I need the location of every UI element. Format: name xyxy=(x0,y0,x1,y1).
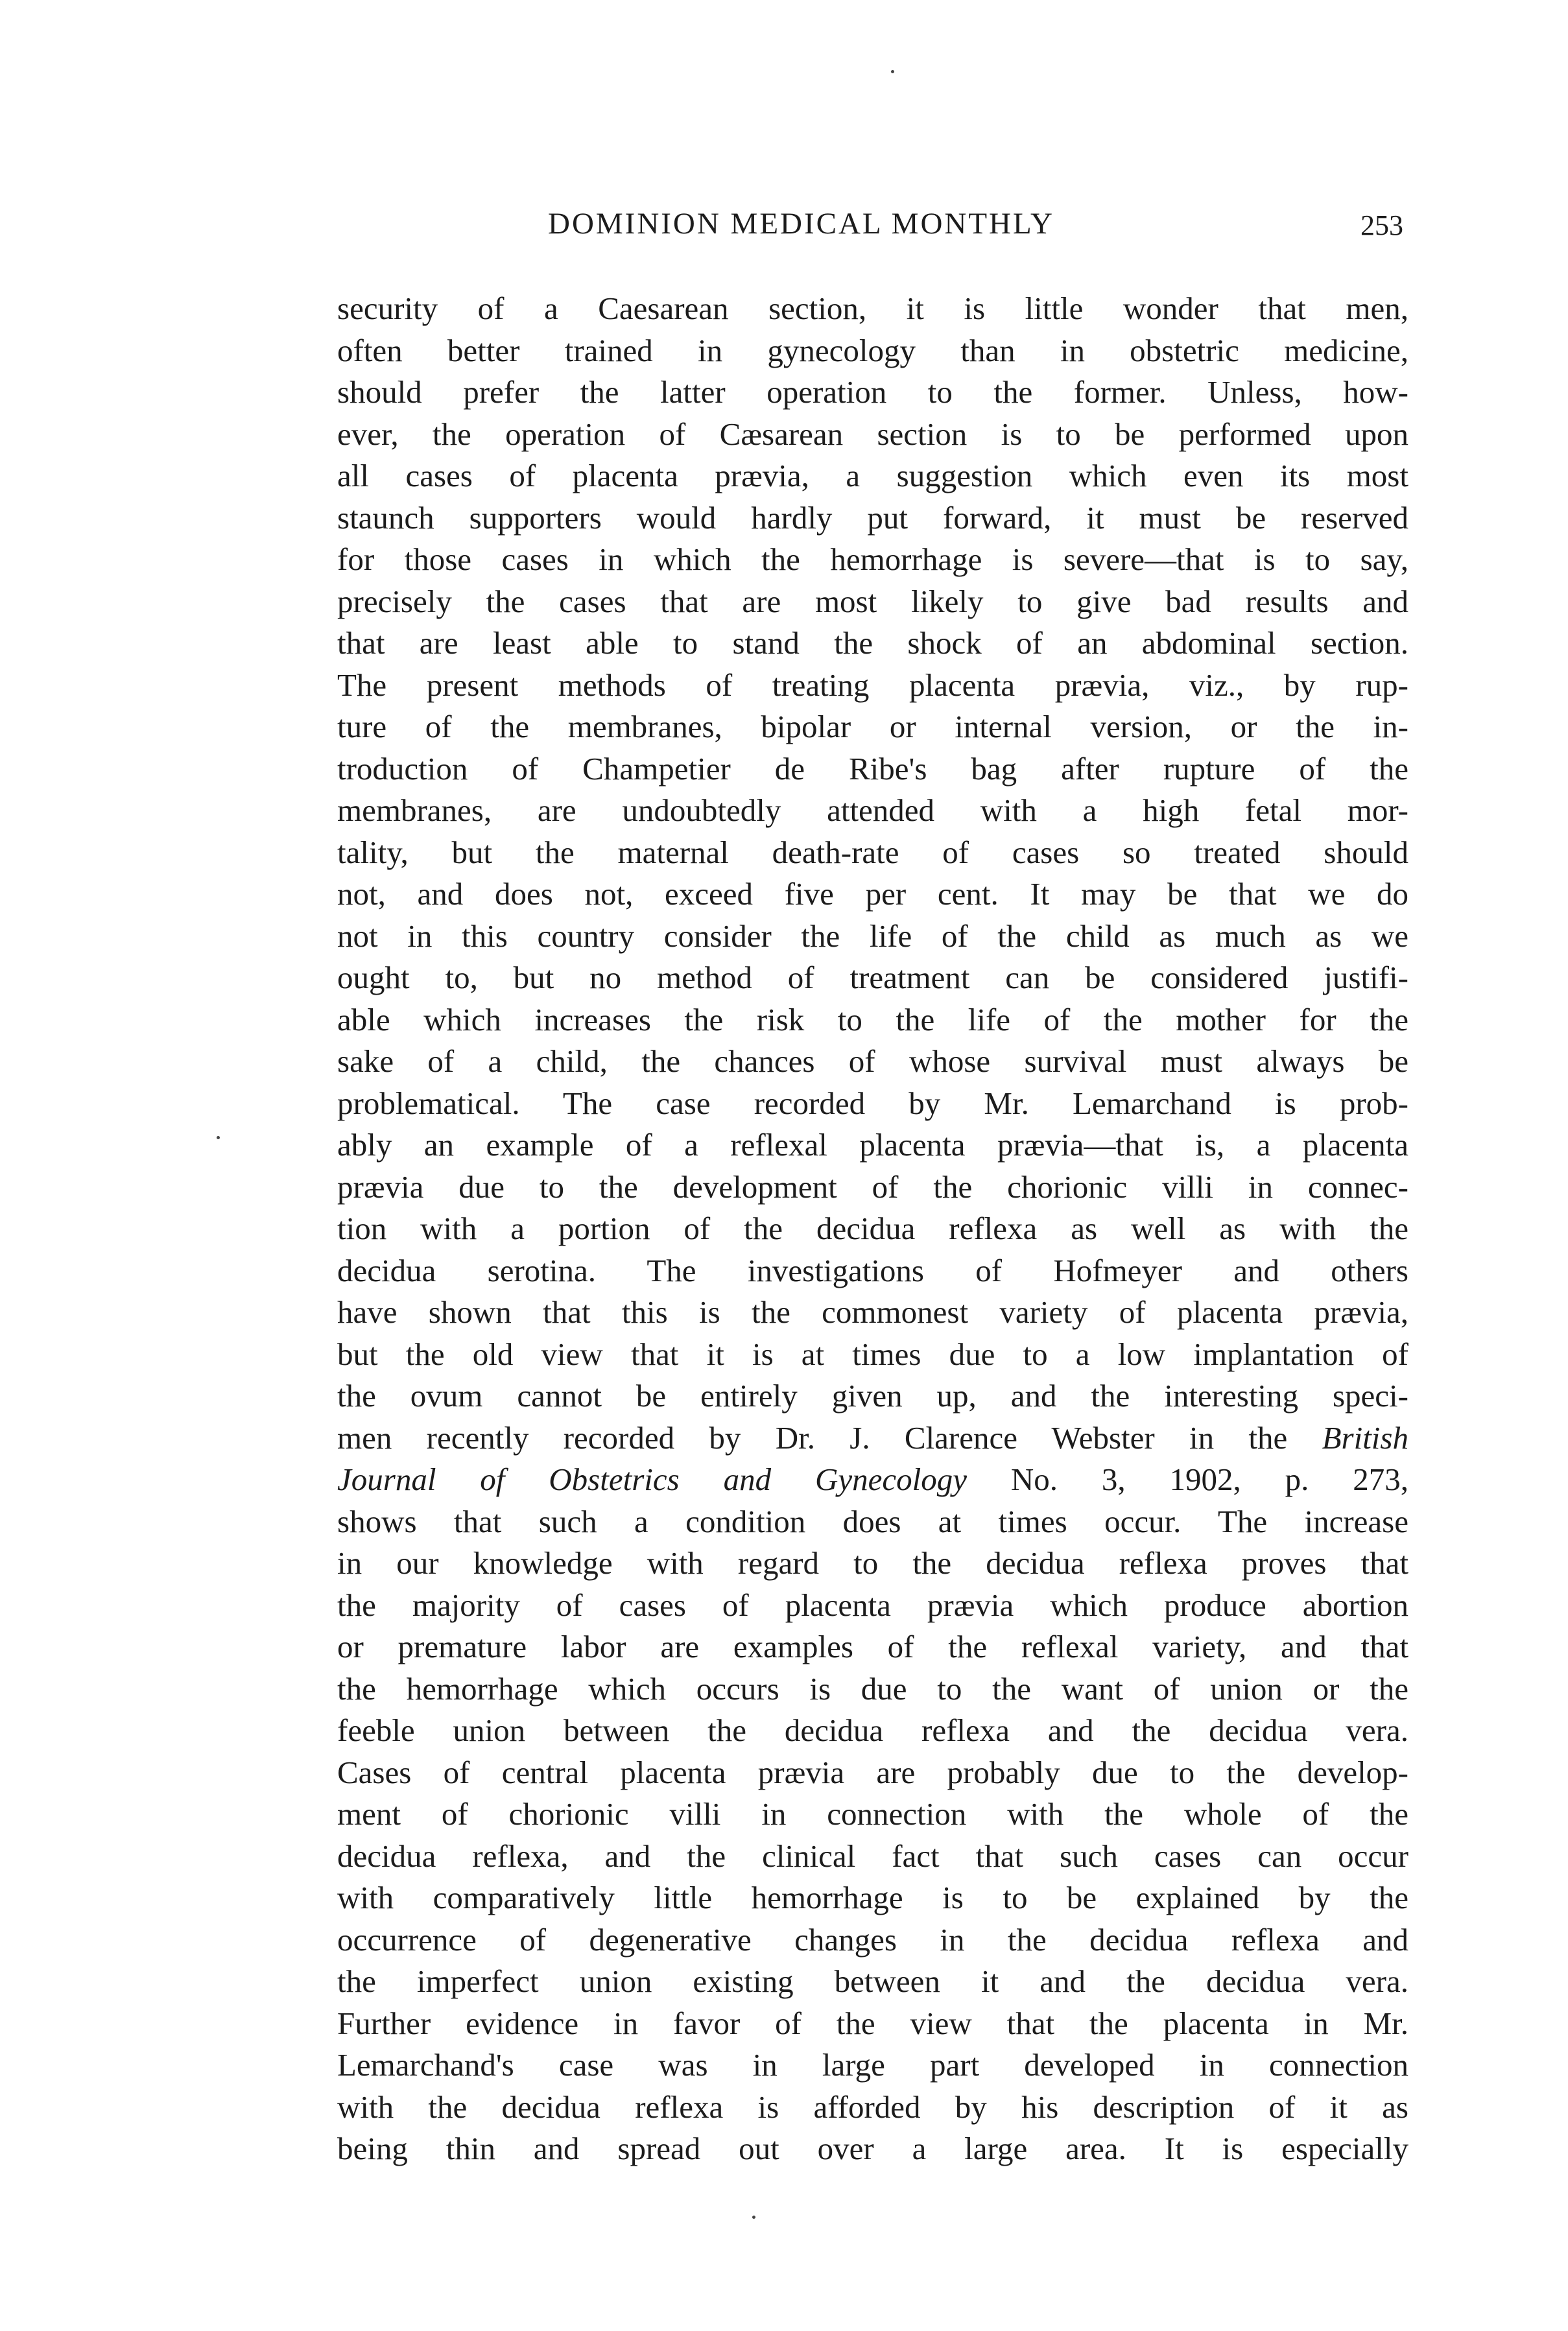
text-line: ought to, but no method of treatment can be considered justifi- xyxy=(337,960,1408,995)
text-line: problematical. The case recorded by Mr. Lemarchand is prob- xyxy=(337,1085,1408,1121)
text-line: Lemarchand's case was in large part developed in connection xyxy=(337,2047,1408,2083)
text-line: decidua reflexa, and the clinical fact that such cases can occur xyxy=(337,1838,1408,1874)
text-line: prævia due to the development of the chorionic villi in connec- xyxy=(337,1168,1408,1205)
text-line: able which increases the risk to the life of the mother for the xyxy=(337,1001,1408,1037)
running-head: DOMINION MEDICAL MONTHLY xyxy=(548,207,1054,241)
text-line: being thin and spread out over a large area. It is especially xyxy=(337,2131,1408,2166)
text-line: ably an example of a reflexal placenta prævia—that is, a placenta xyxy=(337,1127,1408,1163)
text-line: tality, but the maternal death-rate of cases so treated should xyxy=(337,834,1408,870)
text-line: ment of chorionic villi in connection with the whole of the xyxy=(337,1796,1408,1832)
print-speck xyxy=(891,70,894,73)
text-line: but the old view that it is at times due to a low implantation of xyxy=(337,1336,1408,1372)
text-line: occurrence of degenerative changes in the decidua reflexa and xyxy=(337,1921,1408,1958)
text-line: not in this country consider the life of the child as much as we xyxy=(337,917,1408,954)
text-line: often better trained in gynecology than in obstetric medicine, xyxy=(337,332,1408,368)
text-line: or premature labor are examples of the reflexal variety, and that xyxy=(337,1629,1408,1664)
text-line: shows that such a condition does at times occur. The increase xyxy=(337,1503,1408,1539)
text-line: should prefer the latter operation to the former. Unless, how- xyxy=(337,374,1408,410)
text-line: The present methods of treating placenta prævia, viz., by rup- xyxy=(337,667,1408,703)
text-line: tion with a portion of the decidua reflexa as well as with the xyxy=(337,1211,1408,1246)
text-line: with the decidua reflexa is afforded by his description of it as xyxy=(337,2088,1408,2125)
page-header xyxy=(0,206,1568,252)
text-line: have shown that this is the commonest variety of placenta prævia, xyxy=(337,1294,1408,1330)
text-line: Journal of Obstetrics and Gynecology No. 3, 1902, p. 273, xyxy=(337,1461,1408,1497)
text-line: the ovum cannot be entirely given up, and the interesting speci- xyxy=(337,1378,1408,1414)
text-line: for those cases in which the hemorrhage is severe—that is to say, xyxy=(337,541,1408,577)
body-paragraph xyxy=(337,288,1408,2170)
text-line: decidua serotina. The investigations of Hofmeyer and others xyxy=(337,1252,1408,1288)
text-line: ever, the operation of Cæsarean section is to be performed upon xyxy=(337,416,1408,452)
text-line: the majority of cases of placenta prævia which produce abortion xyxy=(337,1587,1408,1623)
journal-title: Journal of Obstetrics and Gynecology xyxy=(337,1461,967,1497)
print-speck xyxy=(752,2216,755,2219)
text-line: ture of the membranes, bipolar or internal version, or the in- xyxy=(337,709,1408,744)
text-line: in our knowledge with regard to the decidua reflexa proves that xyxy=(337,1545,1408,1581)
text-line: Further evidence in favor of the view that the placenta in Mr. xyxy=(337,2005,1408,2041)
text-line: feeble union between the decidua reflexa and the decidua vera. xyxy=(337,1712,1408,1748)
text-line: precisely the cases that are most likely to give bad results and xyxy=(337,583,1408,619)
text-line: the hemorrhage which occurs is due to the want of union or the xyxy=(337,1670,1408,1707)
text-line: staunch supporters would hardly put forward, it must be reserved xyxy=(337,499,1408,536)
page-number: 253 xyxy=(1360,209,1403,241)
text-line: that are least able to stand the shock of an abdominal section. xyxy=(337,625,1408,661)
text-line: with comparatively little hemorrhage is to be explained by the xyxy=(337,1880,1408,1915)
journal-title: British xyxy=(1322,1419,1408,1456)
text-line: troduction of Champetier de Ribe's bag after rupture of the xyxy=(337,750,1408,787)
text-line: membranes, are undoubtedly attended with a high fetal mor- xyxy=(337,792,1408,828)
text-line: security of a Caesarean section, it is little wonder that men, xyxy=(337,290,1408,326)
text-line: Cases of central placenta prævia are probably due to the develop- xyxy=(337,1754,1408,1790)
text-line: the imperfect union existing between it and the decidua vera. xyxy=(337,1963,1408,1999)
text-line: not, and does not, exceed five per cent. It may be that we do xyxy=(337,876,1408,912)
text-line: all cases of placenta prævia, a suggestion which even its most xyxy=(337,458,1408,493)
print-speck xyxy=(217,1136,220,1139)
text-line: men recently recorded by Dr. J. Clarence Webster in the British xyxy=(337,1419,1408,1456)
text-line: sake of a child, the chances of whose survival must always be xyxy=(337,1043,1408,1079)
